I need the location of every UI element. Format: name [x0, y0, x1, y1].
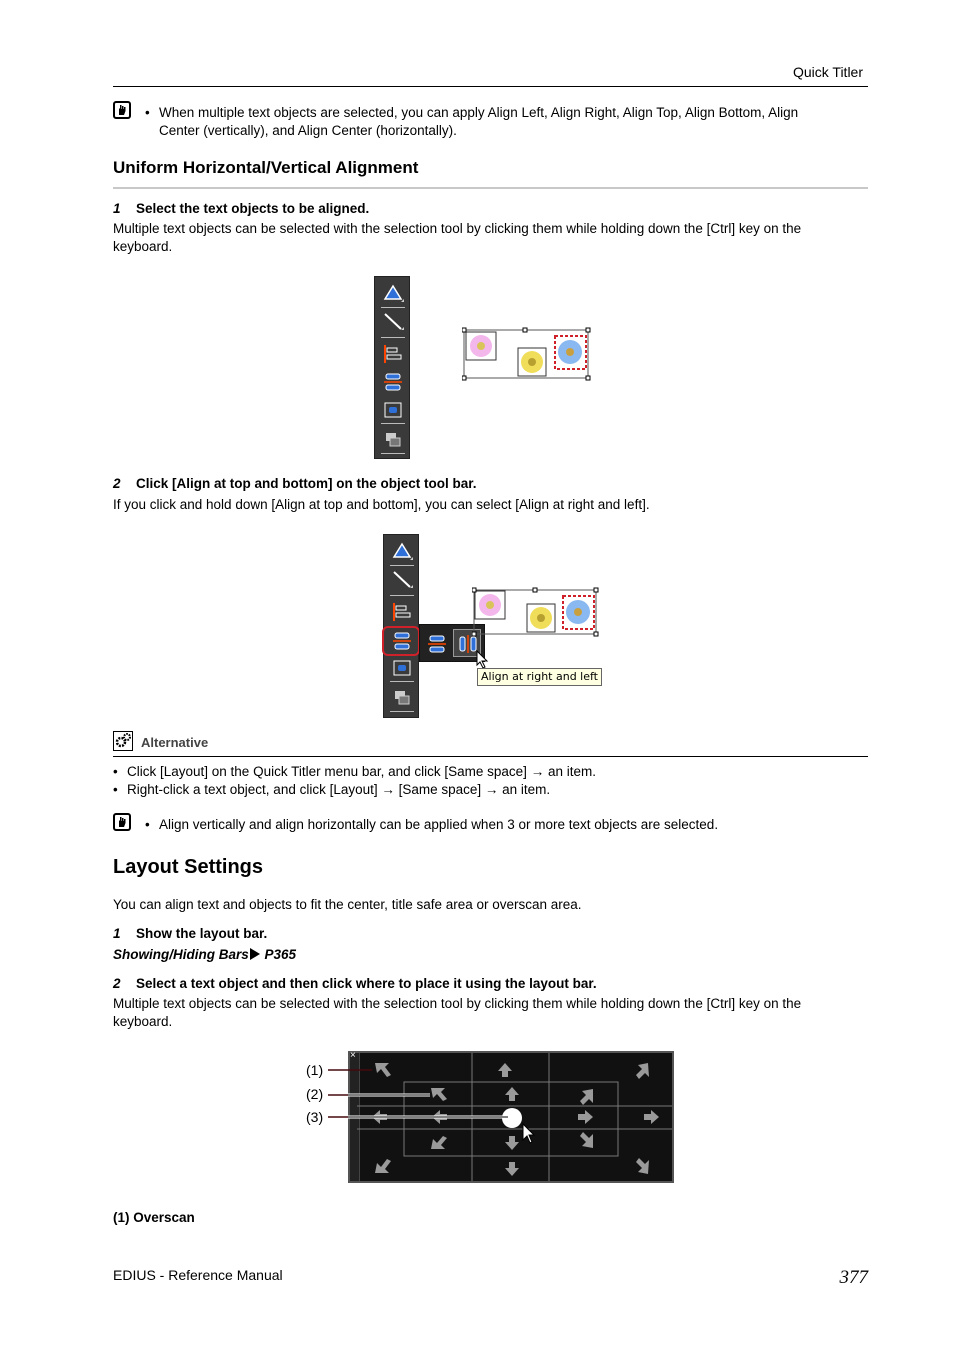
alt-item-1 [113, 763, 596, 781]
arrow-topright-safe [580, 1089, 593, 1105]
toolbar-separator [381, 307, 405, 308]
link-arrow-icon [249, 948, 261, 960]
pink-flower-object [466, 332, 496, 360]
alt-item-text: Click [Layout] on the Quick Titler menu bar, and click [Same space] → an item. [127, 764, 596, 779]
blue-flower-object [563, 596, 594, 629]
arrow-right-overscan [644, 1110, 659, 1124]
step1-body-line1: Multiple text objects can be selected with the selection tool by clicking them while holding down the [Ctrl] key on the [113, 221, 802, 236]
step2-number: 2 [113, 476, 121, 491]
object-toolbar [374, 276, 410, 459]
tooltip: Align at right and left [477, 668, 602, 686]
object-toolbar-2 [383, 534, 419, 718]
step1-title: Select the text objects to be aligned. [136, 201, 370, 216]
arrow-bottomright-overscan [636, 1158, 649, 1174]
toolbar-separator [381, 337, 405, 338]
triangle-shape-icon[interactable] [390, 541, 414, 563]
footer-manual-title: EDIUS - Reference Manual [113, 1267, 283, 1283]
yellow-flower-object [527, 604, 555, 632]
selected-objects-figure-2 [472, 586, 600, 638]
arrow-bottomright-safe [580, 1132, 593, 1148]
blue-flower-object [555, 336, 586, 369]
pink-flower-object [475, 591, 505, 619]
alt-item-text: Right-click a text object, and click [Layout] → [Same space] → an item. [127, 782, 551, 797]
arrow-bottomleft-overscan [375, 1159, 391, 1173]
layout-step1-title: Show the layout bar. [136, 926, 268, 941]
align-top-bottom-icon[interactable] [381, 371, 405, 393]
align-top-bottom-icon[interactable] [390, 630, 414, 652]
note2-bullet: • [145, 817, 150, 832]
link-page[interactable]: P365 [264, 947, 297, 962]
alternative-gear-icon [113, 731, 133, 751]
align-left-icon[interactable] [390, 601, 414, 623]
note-hand-icon [113, 813, 131, 831]
step1-body-line2: keyboard. [113, 239, 173, 254]
arrow-topright-overscan [636, 1063, 649, 1079]
layout-step2-line2: keyboard. [113, 1014, 173, 1029]
layout-step2-number: 2 [113, 976, 121, 991]
arrow-bottom-safe [505, 1136, 519, 1150]
section2-title: Layout Settings [113, 856, 264, 878]
section1-title: Uniform Horizontal/Vertical Alignment [113, 158, 419, 177]
note1-line2: Center (vertically), and Align Center (horizontally). [159, 123, 457, 138]
align-top-bottom-icon[interactable] [426, 633, 448, 655]
callout-lines [328, 1060, 518, 1126]
note2-text: Align vertically and align horizontally can be applied when 3 or more text objects are selected. [159, 817, 719, 832]
callout-3: (3) [306, 1109, 324, 1125]
alternative-rule [113, 756, 868, 757]
arrow-bottomleft-safe [431, 1136, 447, 1149]
close-icon[interactable]: × [350, 1050, 356, 1061]
toolbar-separator [390, 565, 414, 566]
link-text[interactable]: Showing/Hiding Bars [113, 947, 249, 962]
note1-bullet: • [145, 105, 150, 120]
toolbar-separator [381, 423, 405, 424]
alt-item-bullet: • [113, 782, 118, 797]
layout-step1-number: 1 [113, 926, 121, 941]
page-number: 377 [839, 1267, 868, 1288]
mouse-cursor-icon [476, 650, 490, 670]
section1-rule [113, 187, 868, 189]
arrow-right-safe [578, 1110, 593, 1124]
layout-step2-body [113, 995, 873, 1031]
step2-title: Click [Align at top and bottom] on the object tool bar. [136, 476, 477, 491]
layout-step2-line1: Multiple text objects can be selected with the selection tool by clicking them while holding down the [Ctrl] key on the [113, 996, 802, 1011]
section2-intro: You can align text and objects to fit the center, title safe area or overscan area. [113, 897, 582, 912]
layer-order-icon[interactable] [381, 429, 405, 451]
selected-objects-figure [462, 326, 592, 382]
arrow-bottom-overscan [505, 1162, 519, 1176]
alternative-label: Alternative [141, 735, 209, 750]
toolbar-separator [381, 453, 405, 454]
mouse-cursor-icon [523, 1124, 534, 1143]
callout-1: (1) [306, 1062, 324, 1078]
step2-body: If you click and hold down [Align at top and bottom], you can select [Align at right and left]. [113, 497, 650, 512]
line-tool-icon[interactable] [381, 311, 405, 333]
running-header: Quick Titler [792, 64, 863, 80]
note1-text [159, 104, 869, 140]
header-rule [113, 86, 868, 87]
alt-item-bullet: • [113, 764, 118, 779]
caption-overscan: (1) Overscan [113, 1210, 195, 1225]
center-align-icon[interactable] [381, 399, 405, 421]
cross-reference-link[interactable] [113, 946, 296, 964]
step1-number: 1 [113, 201, 121, 216]
triangle-shape-icon[interactable] [381, 283, 405, 305]
toolbar-separator [390, 595, 414, 596]
note1-line1: When multiple text objects are selected, you can apply Align Left, Align Right, Align Top, Align Bottom, Align [159, 105, 799, 120]
layout-step2-title: Select a text object and then click where to place it using the layout bar. [136, 976, 597, 991]
layer-order-icon[interactable] [390, 687, 414, 709]
step1-body [113, 220, 873, 256]
callout-2: (2) [306, 1086, 324, 1102]
alt-item-2 [113, 781, 551, 799]
align-left-icon[interactable] [381, 343, 405, 365]
toolbar-separator [390, 681, 414, 682]
note-hand-icon [113, 101, 131, 119]
toolbar-separator [390, 711, 414, 712]
yellow-flower-object [518, 348, 546, 376]
center-align-icon[interactable] [390, 657, 414, 679]
line-tool-icon[interactable] [390, 569, 414, 591]
